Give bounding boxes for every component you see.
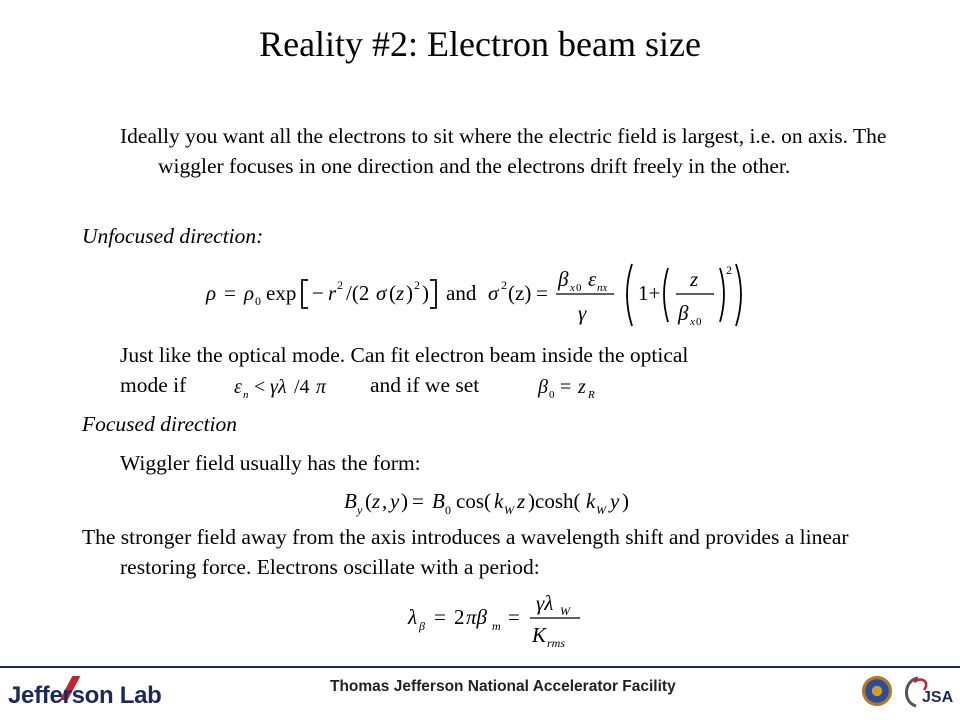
svg-text:γλ: γλ — [536, 591, 554, 615]
svg-text:): ) — [401, 489, 408, 513]
svg-text:z: z — [517, 489, 526, 513]
svg-text:γ: γ — [578, 301, 587, 325]
svg-text:k: k — [494, 489, 504, 513]
svg-text:y: y — [610, 489, 620, 513]
svg-text:1+: 1+ — [638, 281, 661, 305]
svg-text:=: = — [508, 605, 520, 629]
footer-divider — [0, 666, 960, 668]
svg-text:z: z — [690, 267, 699, 291]
svg-text:m: m — [492, 619, 501, 633]
svg-text:R: R — [588, 389, 595, 401]
svg-text:z: z — [396, 281, 405, 305]
svg-text:): ) — [406, 281, 413, 305]
svg-text:K: K — [532, 623, 547, 647]
svg-text:=: = — [224, 281, 236, 305]
svg-text:λ: λ — [408, 605, 418, 629]
svg-text:ρ: ρ — [206, 281, 217, 305]
svg-text:(: ( — [365, 489, 372, 513]
wiggler-field-line: Wiggler field usually has the form: — [120, 451, 421, 475]
svg-text:−: − — [312, 281, 324, 305]
facility-name: Thomas Jefferson National Accelerator Facility — [330, 678, 676, 695]
equation-wiggler-field — [340, 484, 660, 525]
svg-text:σ: σ — [376, 281, 387, 305]
svg-text:<: < — [254, 376, 266, 398]
svg-text:0: 0 — [549, 389, 555, 401]
svg-text:0: 0 — [255, 294, 261, 308]
jefferson-lab-logo: Jefferson Lab — [8, 682, 162, 709]
svg-text:rms: rms — [547, 636, 566, 650]
svg-text:(: ( — [389, 281, 396, 305]
svg-text:2: 2 — [414, 278, 420, 292]
svg-text:0: 0 — [445, 503, 451, 517]
svg-text:=: = — [434, 605, 446, 629]
svg-text:(z): (z) — [508, 281, 532, 305]
svg-text:ρ: ρ — [244, 281, 255, 305]
mode-if-label: mode if — [120, 373, 187, 397]
svg-text:B: B — [344, 489, 357, 513]
svg-text:x: x — [690, 316, 695, 328]
equation-betatron-period — [404, 588, 594, 655]
svg-text:β: β — [419, 619, 425, 633]
svg-text:γλ: γλ — [270, 376, 287, 398]
svg-text:W: W — [504, 503, 514, 517]
svg-text:y: y — [390, 489, 400, 513]
svg-text:2: 2 — [726, 263, 732, 277]
equation-emittance-condition — [232, 372, 352, 407]
svg-text:and: and — [446, 281, 477, 305]
doe-seal-icon — [862, 676, 892, 706]
svg-text:): ) — [622, 489, 629, 513]
svg-text:cos(: cos( — [456, 489, 491, 513]
slide-title: Reality #2: Electron beam size — [259, 24, 701, 64]
svg-text:)cosh(: )cosh( — [528, 489, 581, 513]
svg-text:,: , — [382, 489, 388, 513]
svg-text:=: = — [412, 489, 424, 513]
optical-mode-line: Just like the optical mode. Can fit electron beam inside the optical — [120, 343, 689, 367]
equation-density-sigma — [200, 256, 760, 341]
svg-text:): ) — [422, 281, 429, 305]
svg-text:2: 2 — [454, 605, 465, 629]
svg-text:W: W — [596, 503, 606, 517]
restoring-force-paragraph: The stronger field away from the axis introduces a wavelength shift and provides a linear restoring force. Electrons oscillate with a period: — [82, 525, 849, 579]
svg-text:=: = — [536, 281, 548, 305]
jsa-logo — [900, 672, 958, 712]
svg-text:x: x — [570, 282, 575, 294]
footer-bar — [0, 664, 960, 720]
svg-text:ε: ε — [234, 376, 242, 398]
svg-text:πβ: πβ — [466, 605, 487, 629]
svg-text:z: z — [578, 376, 586, 398]
svg-text:z: z — [372, 489, 381, 513]
svg-text:exp: exp — [266, 281, 297, 305]
svg-text:σ: σ — [488, 281, 499, 305]
svg-text:=: = — [560, 376, 572, 398]
svg-text:nx: nx — [597, 282, 608, 294]
svg-text:JSA: JSA — [922, 689, 954, 706]
svg-text:r: r — [328, 281, 337, 305]
svg-text:β: β — [538, 376, 548, 398]
svg-text:ε: ε — [588, 267, 597, 291]
focused-heading: Focused direction — [82, 412, 238, 436]
svg-text:β: β — [678, 301, 689, 325]
svg-text:k: k — [586, 489, 596, 513]
svg-text:y: y — [357, 503, 363, 517]
svg-text:β: β — [558, 267, 569, 291]
svg-text:2: 2 — [501, 278, 507, 292]
equation-beta-zr — [536, 372, 616, 407]
svg-text:n: n — [243, 389, 249, 401]
svg-text:π: π — [316, 376, 327, 398]
svg-text:0: 0 — [696, 316, 702, 328]
svg-text:B: B — [432, 489, 445, 513]
svg-text:W: W — [560, 604, 570, 618]
svg-text:2: 2 — [337, 278, 343, 292]
and-if-we-set-label: and if we set — [370, 373, 480, 397]
svg-text:0: 0 — [576, 282, 582, 294]
svg-text:/4: /4 — [294, 376, 310, 398]
intro-paragraph: Ideally you want all the electrons to sit where the electric field is largest, i.e. on axis. The wiggler focuses in one direction and the electrons drift freely in the other. — [120, 124, 887, 178]
svg-text:/(2: /(2 — [346, 281, 370, 305]
unfocused-heading: Unfocused direction: — [82, 224, 264, 248]
